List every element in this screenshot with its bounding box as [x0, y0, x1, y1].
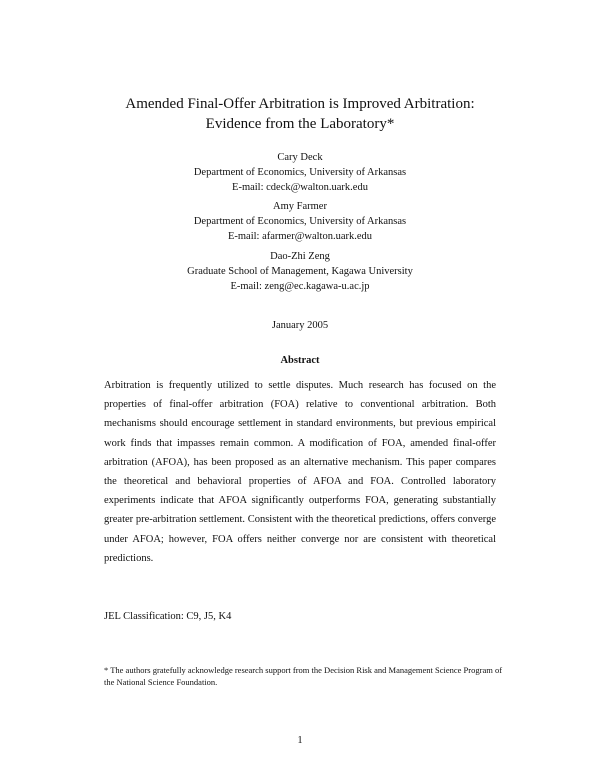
- author-name: Dao-Zhi Zeng: [270, 251, 330, 262]
- author-email: E-mail: cdeck@walton.uark.edu: [232, 182, 368, 193]
- author-block-3: [0, 249, 600, 294]
- paper-title: [0, 94, 600, 134]
- footnote: * The authors gratefully acknowledge research support from the Decision Risk and Management Science Program of the National Science Foundation.: [104, 665, 503, 687]
- author-block-2: [0, 199, 600, 244]
- author-affiliation: Department of Economics, University of Arkansas: [193, 216, 407, 227]
- author-email: E-mail: afarmer@walton.uark.edu: [227, 231, 373, 242]
- author-block-1: [0, 150, 600, 195]
- paper-date: January 2005: [271, 320, 329, 331]
- jel-classification: JEL Classification: C9, J5, K4: [104, 611, 232, 622]
- author-affiliation: Department of Economics, University of Arkansas: [193, 167, 407, 178]
- title-line-2: Evidence from the Laboratory*: [205, 116, 395, 132]
- author-email: E-mail: zeng@ec.kagawa-u.ac.jp: [230, 281, 370, 292]
- author-name: Cary Deck: [277, 152, 323, 163]
- abstract-text: Arbitration is frequently utilized to settle disputes. Much research has focused on the properties of final-offer arbitration (FOA) relative to conventional arbitration. Both mechanisms should encourage settlement in standard environments, but previous empirical work finds that impasses remain common. A modification of FOA, amended final-offer arbitration (AFOA), has been proposed as an alternative mechanism. This paper compares the theoretical and behavioral properties of AFOA and FOA. Controlled laboratory experiments indicate that AFOA significantly outperforms FOA, generating substantially greater pre-arbitration settlement. Consistent with the theoretical predictions, offers converge under AFOA; however, FOA offers neither converge nor are consistent with theoretical predictions.: [104, 380, 496, 564]
- abstract-heading: Abstract: [280, 355, 320, 366]
- title-line-1: Amended Final-Offer Arbitration is Improved Arbitration:: [125, 96, 475, 112]
- page-number: 1: [297, 735, 303, 746]
- author-affiliation: Graduate School of Management, Kagawa University: [187, 266, 413, 277]
- author-name: Amy Farmer: [273, 201, 327, 212]
